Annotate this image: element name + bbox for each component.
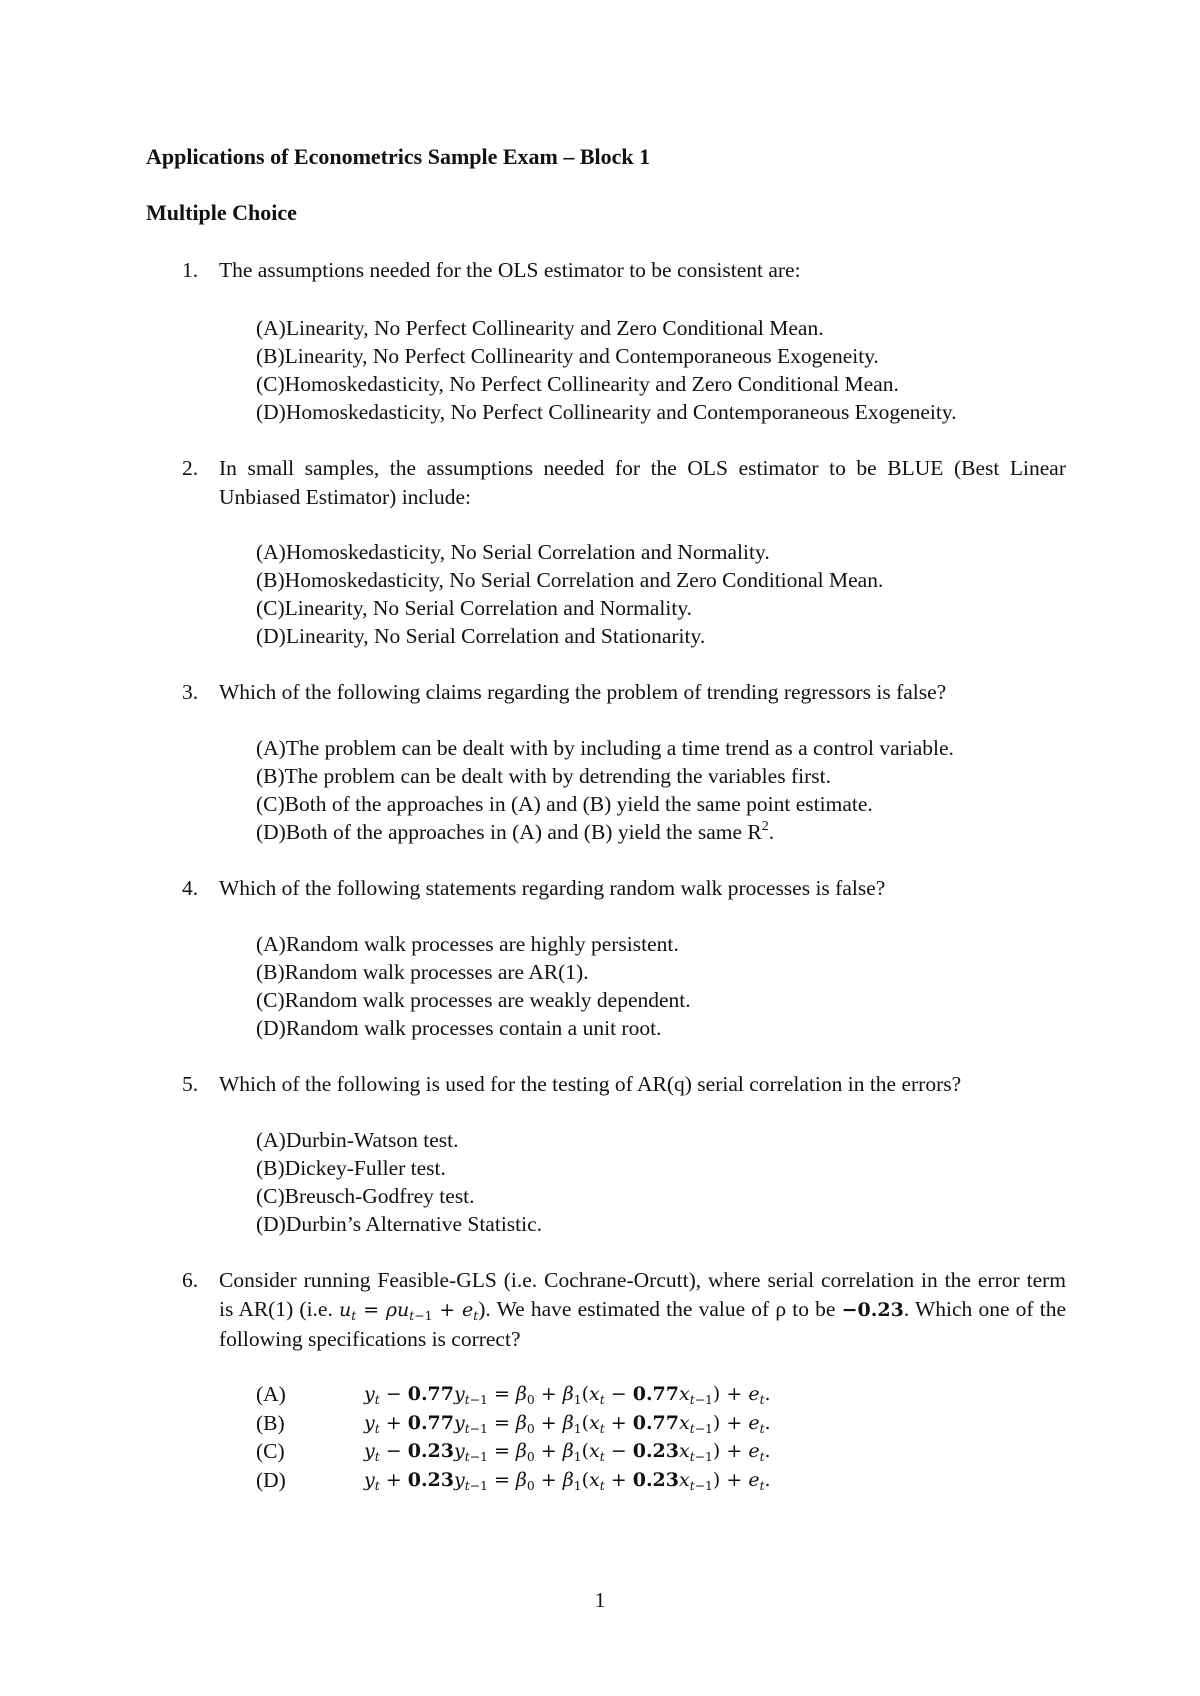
option-c: (C)Both of the approaches in (A) and (B) yield the same point estimate. bbox=[256, 792, 873, 816]
option-c: (C)Breusch-Godfrey test. bbox=[256, 1184, 475, 1208]
question-2 bbox=[146, 454, 1066, 512]
option-a: (A)The problem can be dealt with by including a time trend as a control variable. bbox=[256, 736, 954, 760]
option-d: (D)Homoskedasticity, No Perfect Collinearity and Contemporaneous Exogeneity. bbox=[256, 400, 957, 424]
question-number: 1. bbox=[182, 258, 199, 282]
question-number: 4. bbox=[182, 876, 199, 900]
option-a: (A)Homoskedasticity, No Serial Correlation and Normality. bbox=[256, 540, 770, 564]
question-text: The assumptions needed for the OLS estimator to be consistent are: bbox=[219, 258, 801, 282]
option-b: (B)Random walk processes are AR(1). bbox=[256, 960, 589, 984]
question-number: 6. bbox=[182, 1268, 199, 1292]
question-6 bbox=[146, 1266, 1066, 1354]
option-d: (D)Linearity, No Serial Correlation and Stationarity. bbox=[256, 624, 706, 648]
option-a: (A)Random walk processes are highly persistent. bbox=[256, 932, 679, 956]
question-number: 3. bbox=[182, 680, 199, 704]
page-title: Applications of Econometrics Sample Exam – Block 1 bbox=[146, 144, 651, 169]
question-text: Which of the following is used for the testing of AR(q) serial correlation in the errors? bbox=[219, 1072, 962, 1096]
question-text: In small samples, the assumptions needed for the OLS estimator to be BLUE (Best Linear Unbiased Estimator) include: bbox=[219, 456, 1066, 509]
option-b: (B)Homoskedasticity, No Serial Correlation and Zero Conditional Mean. bbox=[256, 568, 884, 592]
question-5 bbox=[146, 1070, 1066, 1099]
question-5-options bbox=[256, 1126, 542, 1238]
question-4-options bbox=[256, 930, 691, 1042]
option-d: (D)Durbin’s Alternative Statistic. bbox=[256, 1212, 543, 1236]
option-b: (B)Linearity, No Perfect Collinearity and Contemporaneous Exogeneity. bbox=[256, 344, 879, 368]
option-a: (A)Durbin-Watson test. bbox=[256, 1128, 459, 1152]
question-2-options bbox=[256, 538, 883, 650]
question-text: Which of the following claims regarding the problem of trending regressors is false? bbox=[219, 680, 947, 704]
option-d: (D)Random walk processes contain a unit root. bbox=[256, 1016, 662, 1040]
question-3-options bbox=[256, 734, 954, 846]
option-a: (A)Linearity, No Perfect Collinearity and Zero Conditional Mean. bbox=[256, 316, 824, 340]
option-b: (B)Dickey-Fuller test. bbox=[256, 1156, 446, 1180]
page-number: 1 bbox=[594, 1588, 606, 1612]
question-3 bbox=[146, 678, 1066, 707]
question-1-options bbox=[256, 314, 957, 426]
exam-page: Applications of Econometrics Sample Exam – Block 1 Multiple Choice 1. The assumptions needed for the OLS estimator to be consistent are: (A)Linearity, No Perfect Collinearity and Zero Conditional Mean. (B)Linearity, No Perfect Collinearity and Contemporaneous Exogeneity. (C)Homoskedasticity, No Perfect Collinearity and Zero Conditional Mean. (D)Homoskedasticity, No Perfect Collinearity and Contemporaneous Exogeneity. 2. In small samples, the assumptions needed for the OLS estimator to be BLUE (Best Linear Unbiased Estimator) include: (A)Homoskedasticity, No Serial Correlation and Normality. (B)Homoskedasticity, No Serial Correlation and Zero Conditional Mean. (C)Linearity, No Serial Correlation and Normality. (D)Linearity, No Serial Correlation and Stationarity. 3. Which of the following claims regarding the problem of trending regressors is false? (A)The problem can be dealt with by including a time trend as a control variable. (B)The problem can be dealt with by detrending the variables first. (C)Both of the approaches in (A) and (B) yield the same point estimate. (D)Both of the approaches in (A) and (B) yield the same $R^2$. 4. Which of the following statements regarding random walk processes is false? (A)Random walk processes are highly persistent. (B)Random walk processes are AR(1). (C)Random walk processes are weakly dependent. (D)Random walk processes contain a unit root. 5. Which of the following is used for the testing of AR(q) serial correlation in the errors? (A)Durbin-Watson test. (B)Dickey-Fuller test. (C)Breusch-Godfrey test. (D)Durbin’s Alternative Statistic. 6. Consider running Feasible-GLS (i.e. Cochrane-Orcutt), where serial correlation in the error term is AR(1) (i.e. $u_t = \rho u_{t-1} + e_t$). We have estimated the value of ρ to be −0.23. Which one of the following specifications is correct? (A) $y_t - 0.77y_{t-1} = \beta_0 + \beta_1(x_t - 0.77x_{t-1}) + e_t$. (B) $y_t + 0.77y_{t-1} = \beta_0 + \beta_1(x_t + 0.77x_{t-1}) + e_t$. (C) $y_t - 0.23y_{t-1} = \beta_0 + \beta_1(x_t - 0.23x_{t-1}) + e_t$. (D) $y_t + 0.23y_{t-1} = \beta_0 + \beta_1(x_t + 0.23x_{t-1}) + e_t$. 1 bbox=[0, 0, 1200, 1696]
question-number: 2. bbox=[182, 456, 199, 480]
option-c: (C)Linearity, No Serial Correlation and Normality. bbox=[256, 596, 693, 620]
option-c: (C)Homoskedasticity, No Perfect Collinearity and Zero Conditional Mean. bbox=[256, 372, 899, 396]
question-4 bbox=[146, 874, 1066, 903]
question-number: 5. bbox=[182, 1072, 199, 1096]
option-d: (D)Both of the approaches in (A) and (B) yield the same $R^2$. bbox=[256, 819, 775, 844]
option-b: (B)The problem can be dealt with by detrending the variables first. bbox=[256, 764, 831, 788]
question-1 bbox=[146, 256, 1066, 285]
ar1-equation: $u_t = \rho u_{t-1} + e_t$ bbox=[339, 1299, 479, 1323]
section-heading: Multiple Choice bbox=[146, 200, 297, 225]
option-c: (C)Random walk processes are weakly dependent. bbox=[256, 988, 691, 1012]
rho-value: −0.23 bbox=[841, 1299, 904, 1321]
question-text: Consider running Feasible-GLS (i.e. Cochrane-Orcutt), where serial correlation in the error term is AR(1) (i.e. $u_t = \rho u_{t-1} + e_t$). We have estimated the value of ρ to be −0.23. Which one of the following specifications is correct? bbox=[219, 1268, 1067, 1351]
question-text: Which of the following statements regarding random walk processes is false? bbox=[219, 876, 886, 900]
